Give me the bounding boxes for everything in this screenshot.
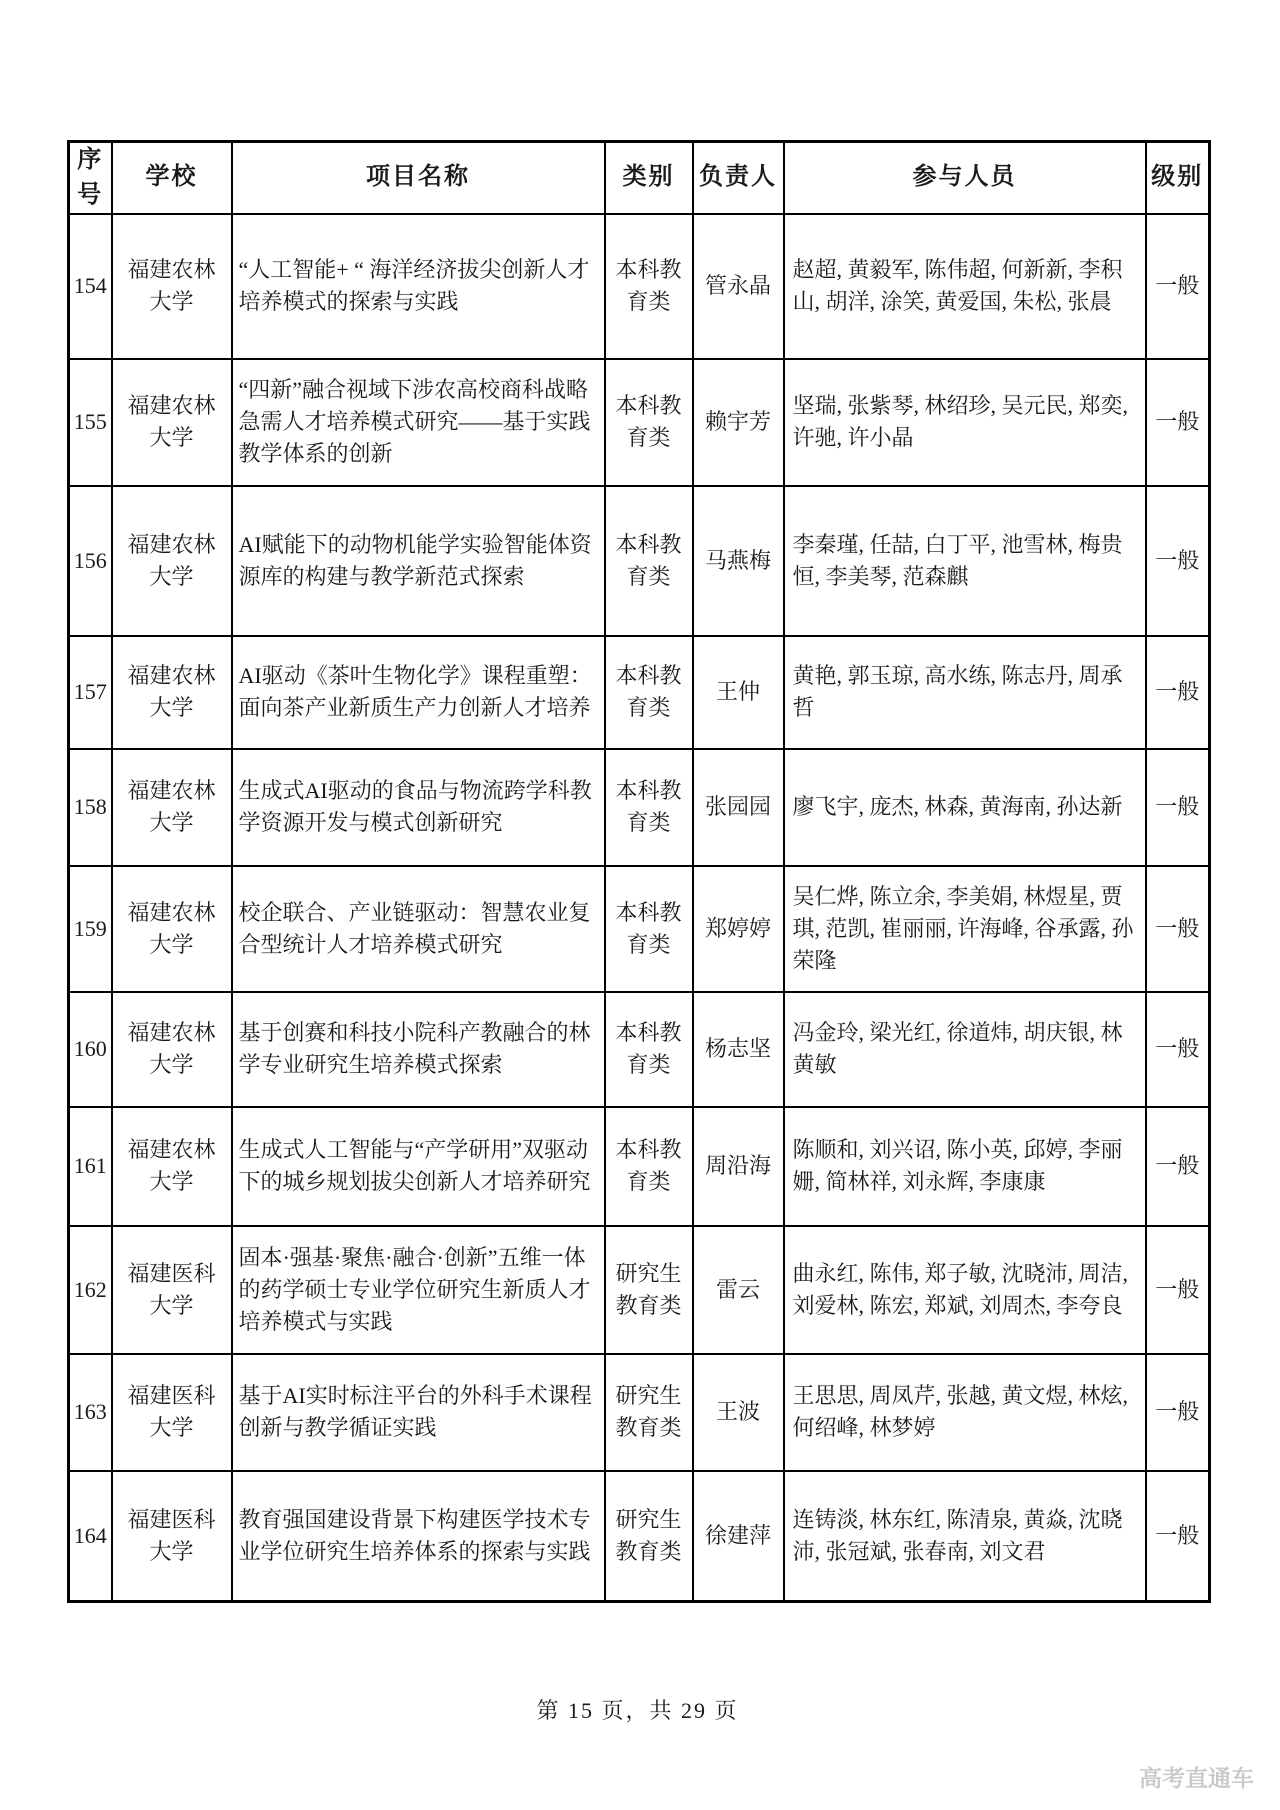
table-row [69,1354,1210,1471]
cell-project-name: “人工智能+ “ 海洋经济拔尖创新人才培养模式的探索与实践 [232,214,605,359]
cell-project-name: 基于AI实时标注平台的外科手术课程创新与教学循证实践 [232,1354,605,1471]
table-row [69,214,1210,359]
table-row [69,636,1210,749]
cell-category: 研究生教育类 [605,1471,693,1602]
header-leader: 负责人 [693,142,784,214]
cell-seq-no: 157 [69,636,112,749]
header-school: 学校 [112,142,232,214]
table-body [69,214,1210,1602]
cell-participants: 连铸淡, 林东红, 陈清泉, 黄焱, 沈晓沛, 张冠斌, 张春南, 刘文君 [784,1471,1146,1602]
cell-leader: 赖宇芳 [693,359,784,486]
table-header [69,142,1210,214]
cell-level: 一般 [1146,486,1210,636]
cell-project-name: AI赋能下的动物机能学实验智能体资源库的构建与教学新范式探索 [232,486,605,636]
cell-seq-no: 162 [69,1226,112,1354]
page-number-indicator: 第 15 页，共 29 页 [536,1698,739,1723]
cell-school: 福建农林大学 [112,214,232,359]
cell-school: 福建农林大学 [112,866,232,992]
cell-school: 福建医科大学 [112,1471,232,1602]
cell-seq-no: 158 [69,749,112,866]
cell-seq-no: 159 [69,866,112,992]
cell-seq-no: 164 [69,1471,112,1602]
cell-school: 福建农林大学 [112,749,232,866]
cell-participants: 王思思, 周凤芹, 张越, 黄文煜, 林炫, 何绍峰, 林梦婷 [784,1354,1146,1471]
cell-level: 一般 [1146,992,1210,1107]
cell-category: 本科教育类 [605,749,693,866]
cell-category: 本科教育类 [605,214,693,359]
cell-school: 福建农林大学 [112,486,232,636]
cell-level: 一般 [1146,1471,1210,1602]
cell-participants: 赵超, 黄毅军, 陈伟超, 何新新, 李积山, 胡洋, 涂笑, 黄爱国, 朱松, 张晨 [784,214,1146,359]
cell-project-name: 教育强国建设背景下构建医学技术专业学位研究生培养体系的探索与实践 [232,1471,605,1602]
cell-level: 一般 [1146,866,1210,992]
table-header-row [69,142,1210,214]
header-category: 类别 [605,142,693,214]
cell-project-name: 生成式人工智能与“产学研用”双驱动下的城乡规划拔尖创新人才培养研究 [232,1107,605,1226]
cell-school: 福建农林大学 [112,636,232,749]
header-level: 级别 [1146,142,1210,214]
cell-school: 福建农林大学 [112,992,232,1107]
cell-school: 福建医科大学 [112,1226,232,1354]
cell-category: 研究生教育类 [605,1354,693,1471]
cell-level: 一般 [1146,1226,1210,1354]
cell-project-name: 校企联合、产业链驱动：智慧农业复合型统计人才培养模式研究 [232,866,605,992]
cell-project-name: “四新”融合视域下涉农高校商科战略急需人才培养模式研究——基于实践教学体系的创新 [232,359,605,486]
cell-leader: 王仲 [693,636,784,749]
cell-leader: 雷云 [693,1226,784,1354]
cell-seq-no: 160 [69,992,112,1107]
cell-category: 本科教育类 [605,1107,693,1226]
cell-project-name: 固本·强基·聚焦·融合·创新”五维一体的药学硕士专业学位研究生新质人才培养模式与实践 [232,1226,605,1354]
table-row [69,992,1210,1107]
table-row [69,1107,1210,1226]
table-row [69,749,1210,866]
header-participants: 参与人员 [784,142,1146,214]
cell-participants: 吴仁烨, 陈立余, 李美娟, 林煜星, 贾琪, 范凯, 崔丽丽, 许海峰, 谷承露, 孙荣隆 [784,866,1146,992]
cell-level: 一般 [1146,749,1210,866]
cell-category: 研究生教育类 [605,1226,693,1354]
cell-seq-no: 161 [69,1107,112,1226]
cell-leader: 管永晶 [693,214,784,359]
cell-participants: 黄艳, 郭玉琼, 高水练, 陈志丹, 周承哲 [784,636,1146,749]
cell-participants: 陈顺和, 刘兴诏, 陈小英, 邱婷, 李丽姗, 简林祥, 刘永辉, 李康康 [784,1107,1146,1226]
table-row [69,1471,1210,1602]
watermark-text: 高考直通车 [1139,1765,1254,1791]
cell-category: 本科教育类 [605,992,693,1107]
cell-category: 本科教育类 [605,359,693,486]
cell-seq-no: 154 [69,214,112,359]
cell-leader: 徐建萍 [693,1471,784,1602]
cell-level: 一般 [1146,1107,1210,1226]
cell-leader: 王波 [693,1354,784,1471]
cell-participants: 廖飞宇, 庞杰, 林森, 黄海南, 孙达新 [784,749,1146,866]
cell-project-name: 基于创赛和科技小院科产教融合的林学专业研究生培养模式探索 [232,992,605,1107]
table-row [69,486,1210,636]
cell-school: 福建农林大学 [112,1107,232,1226]
cell-leader: 周沿海 [693,1107,784,1226]
cell-leader: 马燕梅 [693,486,784,636]
cell-project-name: 生成式AI驱动的食品与物流跨学科教学资源开发与模式创新研究 [232,749,605,866]
table-row [69,1226,1210,1354]
cell-school: 福建农林大学 [112,359,232,486]
table-row [69,359,1210,486]
cell-level: 一般 [1146,636,1210,749]
cell-leader: 杨志坚 [693,992,784,1107]
cell-participants: 李秦瑾, 任喆, 白丁平, 池雪林, 梅贵恒, 李美琴, 范森麒 [784,486,1146,636]
cell-seq-no: 156 [69,486,112,636]
project-list-table [67,140,1211,1603]
cell-leader: 郑婷婷 [693,866,784,992]
cell-participants: 冯金玲, 梁光红, 徐道炜, 胡庆银, 林黄敏 [784,992,1146,1107]
cell-category: 本科教育类 [605,636,693,749]
cell-category: 本科教育类 [605,486,693,636]
cell-seq-no: 163 [69,1354,112,1471]
cell-project-name: AI驱动《茶叶生物化学》课程重塑：面向茶产业新质生产力创新人才培养 [232,636,605,749]
cell-participants: 坚瑞, 张紫琴, 林绍珍, 吴元民, 郑奕, 许驰, 许小晶 [784,359,1146,486]
cell-leader: 张园园 [693,749,784,866]
cell-participants: 曲永红, 陈伟, 郑子敏, 沈晓沛, 周洁, 刘爱林, 陈宏, 郑斌, 刘周杰, 李夸良 [784,1226,1146,1354]
header-project-name: 项目名称 [232,142,605,214]
header-seq-no: 序号 [69,142,112,214]
cell-category: 本科教育类 [605,866,693,992]
cell-seq-no: 155 [69,359,112,486]
cell-level: 一般 [1146,359,1210,486]
cell-level: 一般 [1146,214,1210,359]
cell-level: 一般 [1146,1354,1210,1471]
cell-school: 福建医科大学 [112,1354,232,1471]
table-row [69,866,1210,992]
